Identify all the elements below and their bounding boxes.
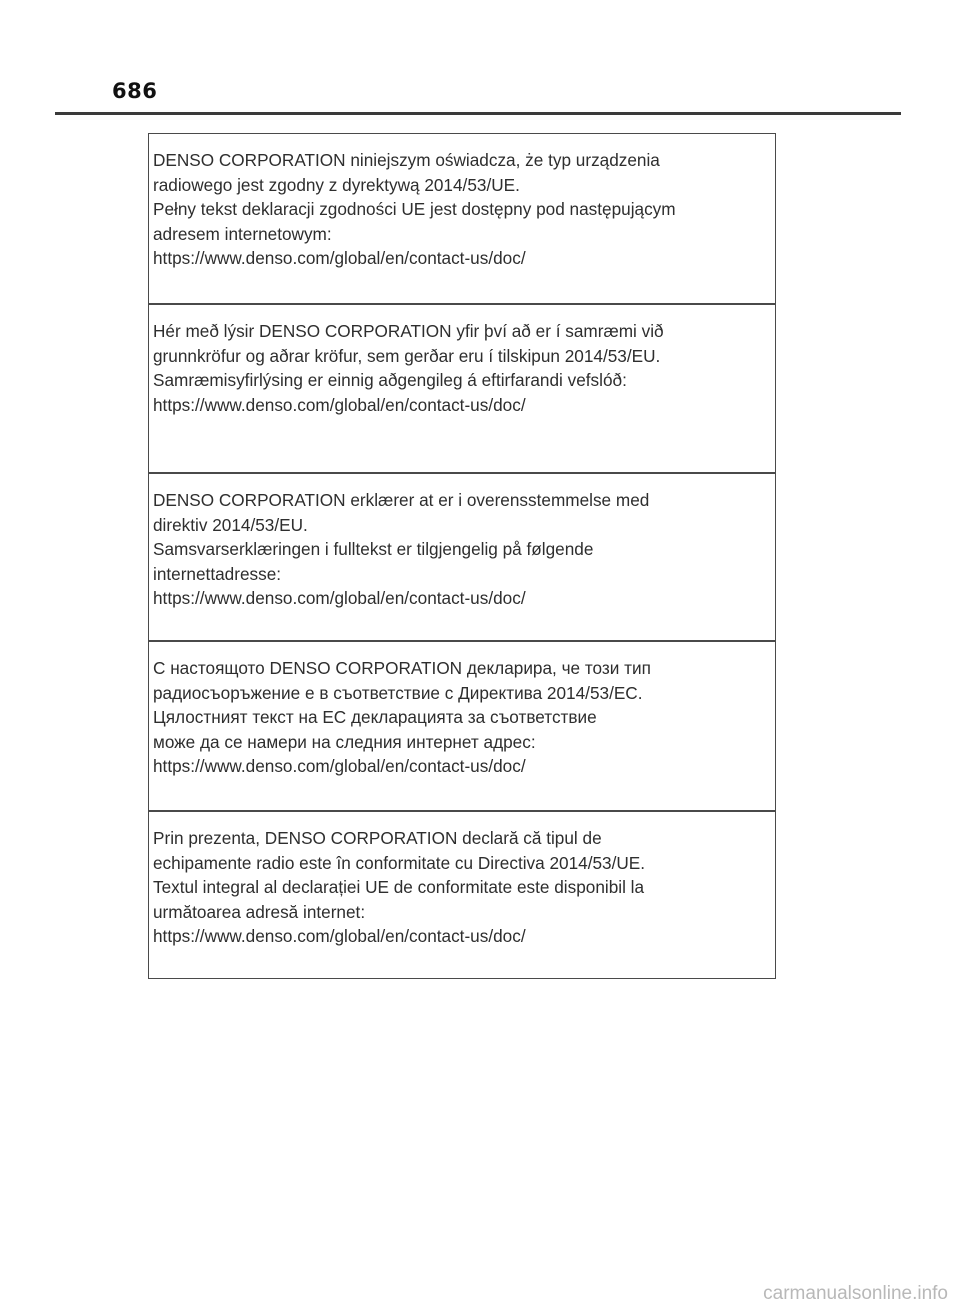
declaration-line: радиосъоръжение е в съответствие с Директива 2014/53/ЕС.: [153, 682, 643, 703]
declaration-line: direktiv 2014/53/EU.: [153, 514, 308, 535]
declaration-line: Samræmisyfirlýsing er einnig aðgengileg á eftirfarandi vefslóð:: [153, 370, 627, 390]
declaration-box: [148, 133, 776, 979]
declaration-line: Цялостният текст на ЕС декларацията за съответствие: [153, 707, 597, 727]
declaration-url: https://www.denso.com/global/en/contact-us/doc/: [153, 926, 526, 946]
page-number: 686: [112, 79, 158, 103]
declaration-line: grunnkröfur og aðrar kröfur, sem gerðar eru í tilskipun 2014/53/EU.: [153, 345, 661, 366]
declaration-line: adresem internetowym:: [153, 223, 332, 244]
declaration-line: Hér með lýsir DENSO CORPORATION yfir því að er í samræmi við: [153, 321, 664, 341]
declaration-line: Textul integral al declarației UE de conformitate este disponibil la: [153, 877, 645, 897]
declaration-line: următoarea adresă internet:: [153, 901, 366, 922]
declaration-line: Samsvarserklæringen i fulltekst er tilgjengelig på følgende: [153, 539, 594, 559]
declaration-url: https://www.denso.com/global/en/contact-us/doc/: [153, 394, 526, 415]
watermark-text: carmanualsonline.info: [763, 1283, 948, 1304]
declaration-polish: [149, 134, 775, 271]
declaration-line: може да се намери на следния интернет адрес:: [153, 731, 536, 752]
declaration-norwegian: [149, 474, 775, 611]
header-rule: [55, 112, 901, 115]
declaration-line: DENSO CORPORATION niniejszym oświadcza, że typ urządzenia: [153, 150, 660, 170]
declaration-line: DENSO CORPORATION erklærer at er i overensstemmelse med: [153, 490, 650, 510]
declaration-icelandic: [149, 305, 775, 417]
declaration-line: Prin prezenta, DENSO CORPORATION declară că tipul de: [153, 828, 602, 848]
declaration-line: radiowego jest zgodny z dyrektywą 2014/53/UE.: [153, 174, 520, 195]
declaration-line: internettadresse:: [153, 563, 282, 584]
declaration-bulgarian: [149, 642, 775, 779]
declaration-url: https://www.denso.com/global/en/contact-us/doc/: [153, 756, 526, 776]
declaration-url: https://www.denso.com/global/en/contact-us/doc/: [153, 248, 526, 268]
declaration-line: С настоящото DENSO CORPORATION декларира, че този тип: [153, 658, 651, 678]
declaration-url: https://www.denso.com/global/en/contact-us/doc/: [153, 588, 526, 608]
declaration-line: echipamente radio este în conformitate cu Directiva 2014/53/UE.: [153, 852, 646, 873]
declaration-line: Pełny tekst deklaracji zgodności UE jest dostępny pod następującym: [153, 199, 676, 219]
declaration-romanian: [149, 812, 775, 949]
